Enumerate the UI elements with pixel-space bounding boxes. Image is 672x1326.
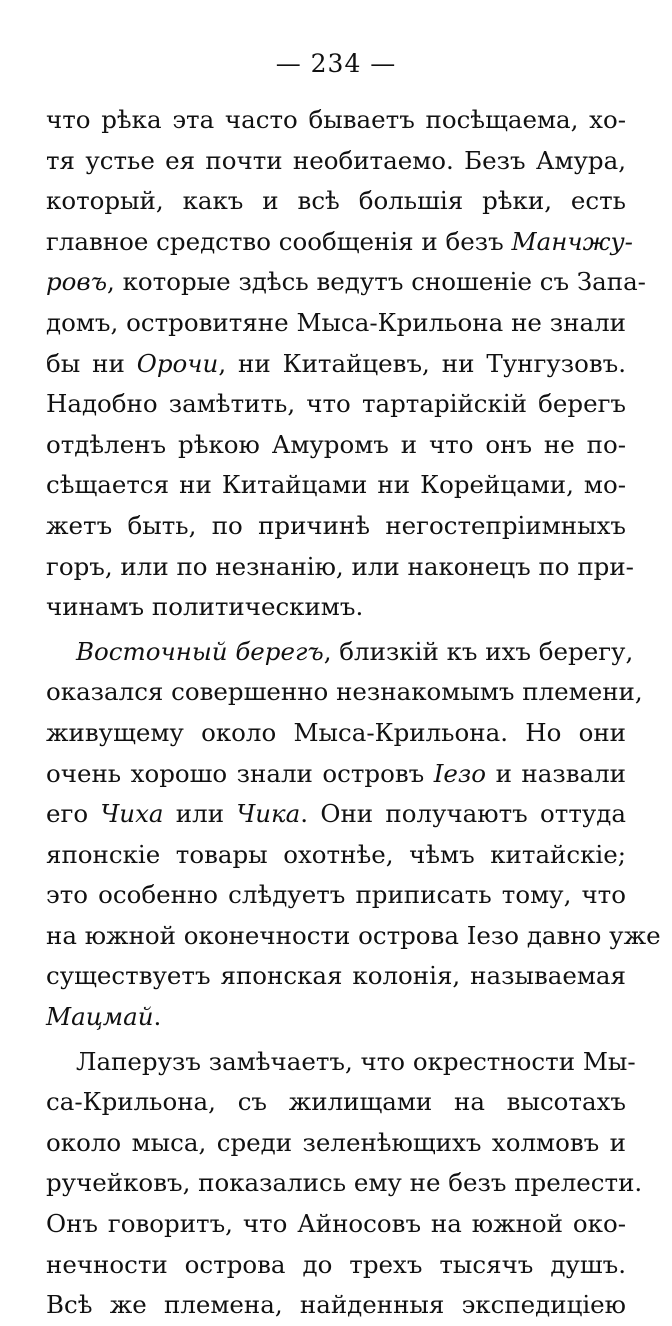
text-line: отдѣленъ рѣкою Амуромъ и что онъ не по- <box>46 429 626 459</box>
text-line: Лаперузъ замѣчаетъ, что окрестности Мы- <box>76 1046 636 1076</box>
text-line: Онъ говоритъ, что Айносовъ на южной око- <box>46 1209 626 1239</box>
text-line: жетъ быть, по причинѣ негостепріимныхъ <box>46 510 626 540</box>
text-line: Мацмай. <box>46 1002 162 1032</box>
text-line: ровъ, которые здѣсь ведутъ сношеніе съ Запа- <box>46 267 646 297</box>
italic-term: Орочи <box>136 348 219 378</box>
italic-term: ровъ <box>46 267 108 297</box>
text-line: нечности острова до трехъ тысячъ душъ. <box>46 1249 626 1279</box>
text-line: около мыса, среди зеленѣющихъ холмовъ и <box>46 1127 626 1157</box>
italic-term: Восточный берегъ <box>76 636 324 666</box>
text-line: ручейковъ, показались ему не безъ прелести. <box>46 1168 643 1198</box>
text-line: Всѣ же племена, найденныя экспедиціею <box>46 1290 626 1320</box>
text-line: Надобно замѣтить, что тартарійскій берегъ <box>46 389 626 419</box>
text-line: сѣщается ни Китайцами ни Корейцами, мо- <box>46 470 626 500</box>
italic-term: Чиха <box>100 799 164 829</box>
text-line: домъ, островитяне Мыса-Крильона не знали <box>46 307 626 337</box>
italic-term: Іезо <box>433 758 487 788</box>
book-page <box>46 44 661 1326</box>
text-line: существуетъ японская колонія, называемая <box>46 961 626 991</box>
paragraph-3 <box>46 1042 643 1326</box>
text-line: главное средство сообщенія и безъ Манчжу- <box>46 226 633 256</box>
text-line: Восточный берегъ, близкій къ ихъ берегу, <box>76 636 634 666</box>
text-line: са-Крильона, съ жилищами на высотахъ <box>46 1087 626 1117</box>
text-line: японскіе товары охотнѣе, чѣмъ китайскіе; <box>46 839 626 869</box>
italic-term: Чика <box>236 799 301 829</box>
italic-term: Манчжу- <box>511 226 633 256</box>
page-number: — 234 — <box>275 49 397 78</box>
text-line: на южной оконечности острова Іезо давно уже <box>46 920 661 950</box>
text-line: очень хорошо знали островъ Іезо и назвали <box>46 758 627 788</box>
italic-term: Мацмай <box>46 1002 154 1032</box>
text-line: это особенно слѣдуетъ приписать тому, что <box>46 880 626 910</box>
text-line: горъ, или по незнанію, или наконецъ по при- <box>46 551 634 581</box>
text-line: оказался совершенно незнакомымъ племени, <box>46 677 643 707</box>
text-line: тя устье ея почти необитаемо. Безъ Амура, <box>46 145 626 175</box>
text-line: бы ни Орочи, ни Китайцевъ, ни Тунгузовъ. <box>46 348 626 378</box>
paragraph-2 <box>46 632 661 1038</box>
paragraph-1 <box>46 100 646 628</box>
text-line: его Чиха или Чика. Они получаютъ оттуда <box>46 799 626 829</box>
text-line: чинамъ политическимъ. <box>46 592 364 622</box>
text-line: который, какъ и всѣ большія рѣки, есть <box>46 186 626 216</box>
text-line: живущему около Мыса-Крильона. Но они <box>46 717 626 747</box>
text-line: что рѣка эта часто бываетъ посѣщаема, хо- <box>46 105 626 134</box>
